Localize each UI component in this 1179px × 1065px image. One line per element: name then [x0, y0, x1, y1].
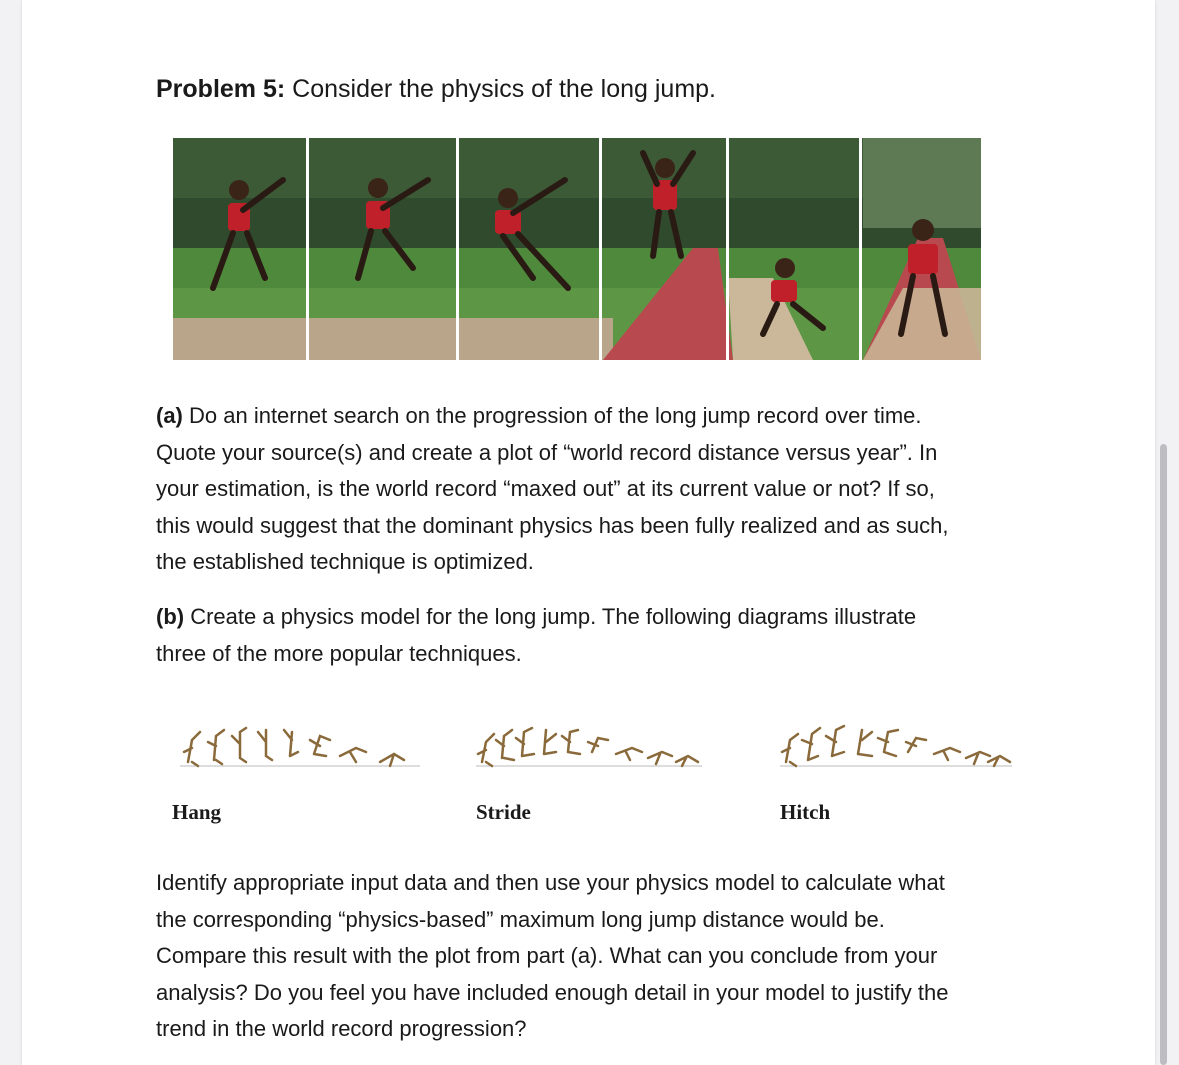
part-a-line-5: the established technique is optimized. [156, 549, 534, 574]
closing-line-3: Compare this result with the plot from part (a). What can you conclude from your [156, 943, 938, 968]
part-a-label: (a) [156, 403, 183, 428]
closing-line-5: trend in the world record progression? [156, 1016, 527, 1041]
part-b-label: (b) [156, 604, 185, 629]
part-a-line-1 [156, 398, 948, 435]
part-a-paragraph [156, 398, 948, 581]
part-b-line-2: three of the more popular techniques. [156, 640, 522, 666]
part-b-line-1-text: Create a physics model for the long jump. The following diagrams illustrate [184, 604, 917, 629]
hang-technique-diagram [180, 722, 420, 772]
long-jump-photo-sequence [173, 138, 981, 360]
problem-text: Consider the physics of the long jump. [285, 75, 716, 103]
part-a-line-4: this would suggest that the dominant physics has been fully realized and as such, [156, 512, 949, 538]
part-b-paragraph [156, 599, 916, 672]
part-a-line-3: your estimation, is the world record “maxed out” at its current value or not? If so, [156, 476, 935, 501]
stride-technique-diagram [476, 722, 702, 772]
part-b-line-1 [156, 599, 916, 636]
part-a-line-2: Quote your source(s) and create a plot of “world record distance versus year”. In [156, 439, 938, 465]
technique-label-hang: Hang [172, 800, 222, 824]
closing-line-2: the corresponding “physics-based” maximum long jump distance would be. [156, 906, 885, 932]
closing-line-4: analysis? Do you feel you have included enough detail in your model to justify the [156, 979, 949, 1005]
hitch-technique-diagram [780, 722, 1012, 772]
problem-label: Problem 5: [156, 75, 286, 103]
closing-paragraph [156, 865, 949, 1048]
closing-line-1: Identify appropriate input data and then use your physics model to calculate what [156, 870, 945, 895]
part-a-line-1-text: Do an internet search on the progression of the long jump record over time. [182, 403, 922, 428]
technique-label-stride: Stride [476, 800, 531, 824]
scrollbar-thumb[interactable] [1160, 444, 1167, 1065]
technique-label-hitch: Hitch [780, 800, 831, 824]
problem-title [156, 75, 716, 104]
